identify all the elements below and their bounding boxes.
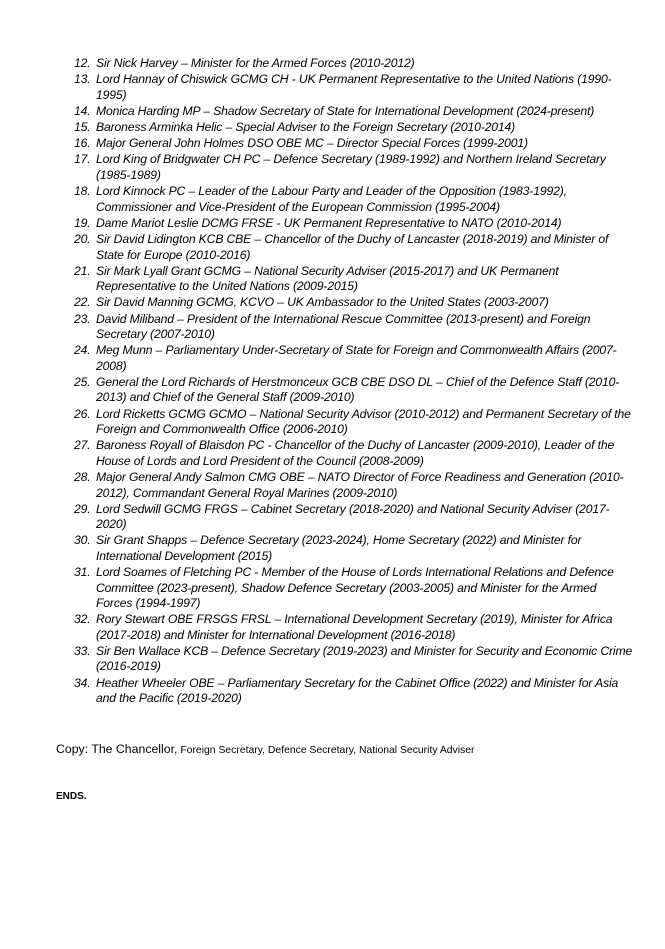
list-item-text: Lord Sedwill GCMG FRGS – Cabinet Secretary (2018-2020) and National Security Adviser (2017-2020) bbox=[96, 501, 610, 532]
list-item-number: 28. bbox=[74, 470, 91, 484]
list-item bbox=[74, 72, 634, 103]
list-item bbox=[74, 375, 634, 406]
list-item-number: 19. bbox=[74, 215, 91, 230]
list-item bbox=[74, 612, 634, 643]
list-item-text: Major General Andy Salmon CMG OBE – NATO Director of Force Readiness and Generation (2010-2012), Commandant General Royal Marines (2009-2010) bbox=[96, 470, 624, 500]
list-item bbox=[74, 343, 634, 374]
list-item bbox=[74, 565, 634, 612]
list-item-number: 23. bbox=[74, 311, 91, 326]
list-item bbox=[74, 232, 634, 263]
list-item-number: 12. bbox=[74, 56, 91, 70]
list-item-text: Sir David Lidington KCB CBE – Chancellor of the Duchy of Lancaster (2018-2019) and Minister of State for Europe (2010-2016) bbox=[96, 232, 609, 262]
list-item-number: 21. bbox=[74, 263, 91, 278]
signatory-list bbox=[74, 56, 634, 707]
closing-ends: ENDS. bbox=[56, 791, 87, 802]
list-item-text: Sir Grant Shapps – Defence Secretary (2023-2024), Home Secretary (2022) and Minister for International Development (2015) bbox=[96, 533, 582, 563]
list-item-number: 24. bbox=[74, 343, 91, 358]
list-item-number: 26. bbox=[74, 406, 91, 421]
list-item-number: 22. bbox=[74, 295, 91, 310]
list-item-text: General the Lord Richards of Herstmonceux GCB CBE DSO DL – Chief of the Defence Staff (2010-2013) and Chief of the General Staff (2009-2010) bbox=[96, 374, 620, 405]
list-item bbox=[74, 312, 634, 343]
copy-line bbox=[56, 741, 474, 759]
list-item-text: Lord Soames of Fletching PC - Member of the House of Lords International Relations and Defence Committee (2023-present), Shadow Defence Secretary (2003-2005) and Minister for the Armed Forces (1994-1997) bbox=[96, 565, 614, 611]
list-item bbox=[74, 502, 634, 533]
list-item-text: Sir Ben Wallace KCB – Defence Secretary (2019-2023) and Minister for Security and Economic Crime (2016-2019) bbox=[96, 643, 633, 674]
list-item-number: 25. bbox=[74, 374, 91, 389]
list-item-text: Sir David Manning GCMG, KCVO – UK Ambassador to the United States (2003-2007) bbox=[96, 295, 549, 310]
list-item-text: Monica Harding MP – Shadow Secretary of State for International Development (2024-present) bbox=[96, 103, 595, 118]
list-item-number: 13. bbox=[74, 72, 91, 87]
list-item bbox=[74, 438, 634, 469]
list-item bbox=[74, 264, 634, 295]
list-item bbox=[74, 120, 634, 136]
list-item-number: 16. bbox=[74, 136, 91, 151]
list-item-number: 34. bbox=[74, 675, 91, 690]
copy-recipients: Foreign Secretary, Defence Secretary, National Security Adviser bbox=[177, 745, 475, 756]
list-item-number: 30. bbox=[74, 533, 91, 548]
list-item-text: Meg Munn – Parliamentary Under-Secretary of State for Foreign and Commonwealth Affairs (2007-2008) bbox=[96, 343, 617, 373]
list-item-number: 18. bbox=[74, 184, 91, 199]
list-item-text: Sir Mark Lyall Grant GCMG – National Security Adviser (2015-2017) and UK Permanent Representative to the United Nations (2009-2015) bbox=[96, 263, 559, 294]
list-item-text: Lord Kinnock PC – Leader of the Labour Party and Leader of the Opposition (1983-1992), Commissioner and Vice-President of the European Commission (1995-2004) bbox=[96, 184, 567, 214]
list-item-text: David Miliband – President of the International Rescue Committee (2013-present) and Foreign Secretary (2007-2010) bbox=[96, 311, 591, 342]
list-item-number: 29. bbox=[74, 501, 91, 516]
list-item bbox=[74, 470, 634, 501]
list-item bbox=[74, 56, 634, 72]
list-item bbox=[74, 136, 634, 152]
list-item-text: Major General John Holmes DSO OBE MC – Director Special Forces (1999-2001) bbox=[96, 136, 528, 151]
list-item bbox=[74, 152, 634, 183]
list-item-text: Heather Wheeler OBE – Parliamentary Secretary for the Cabinet Office (2022) and Minister for Asia and the Pacific (2019-2020) bbox=[96, 675, 619, 706]
list-item-number: 20. bbox=[74, 232, 91, 246]
list-item bbox=[74, 295, 634, 311]
list-item-text: Dame Mariot Leslie DCMG FRSE - UK Permanent Representative to NATO (2010-2014) bbox=[96, 215, 562, 230]
list-item-text: Lord Ricketts GCMG GCMO – National Security Advisor (2010-2012) and Permanent Secretary of the Foreign and Commonwealth Office (2006-2010) bbox=[96, 406, 631, 437]
list-item-number: 27. bbox=[74, 438, 91, 453]
list-item-number: 17. bbox=[74, 152, 91, 167]
list-item-number: 31. bbox=[74, 565, 91, 580]
list-item-text: Baroness Royall of Blaisdon PC - Chancellor of the Duchy of Lancaster (2009-2010), Leader of the House of Lords and Lord President of the Council (2008-2009) bbox=[96, 438, 615, 468]
list-item-text: Baroness Arminka Helic – Special Adviser to the Foreign Secretary (2010-2014) bbox=[96, 120, 516, 135]
list-item bbox=[74, 676, 634, 707]
list-item-text: Lord King of Bridgwater CH PC – Defence Secretary (1989-1992) and Northern Ireland Secretary (1985-1989) bbox=[96, 152, 606, 182]
list-item-number: 33. bbox=[74, 643, 91, 658]
list-item-text: Lord Hannay of Chiswick GCMG CH - UK Permanent Representative to the United Nations (1990-1995) bbox=[96, 72, 612, 102]
list-item-text: Sir Nick Harvey – Minister for the Armed Forces (2010-2012) bbox=[96, 56, 415, 70]
list-item bbox=[74, 104, 634, 120]
list-item bbox=[74, 184, 634, 215]
list-item bbox=[74, 644, 634, 675]
list-item bbox=[74, 533, 634, 564]
list-item-number: 32. bbox=[74, 612, 91, 627]
copy-prefix: Copy: The Chancellor, bbox=[56, 742, 178, 756]
list-item bbox=[74, 407, 634, 438]
list-item-number: 15. bbox=[74, 120, 91, 135]
list-item-number: 14. bbox=[74, 103, 91, 118]
list-item bbox=[74, 216, 634, 232]
list-item-text: Rory Stewart OBE FRSGS FRSL – International Development Secretary (2019), Minister for Africa (2017-2018) and Minister for International Development (2016-2018) bbox=[96, 612, 613, 642]
